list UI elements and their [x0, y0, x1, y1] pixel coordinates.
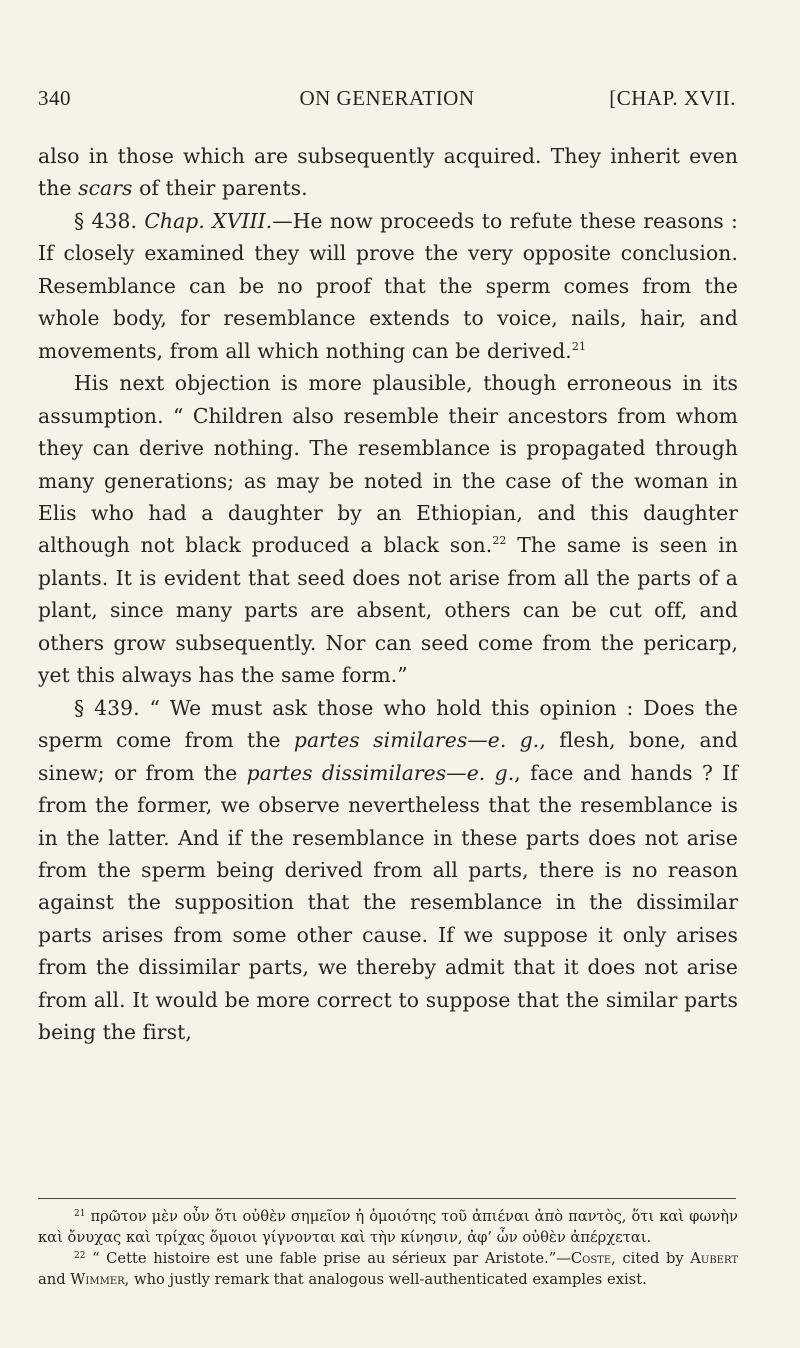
body-text: [38, 140, 738, 1049]
footnotes: [38, 1206, 738, 1290]
abbrev-eg: e. g.: [487, 728, 540, 753]
running-header: [38, 86, 736, 116]
abbrev-eg: e. g.: [466, 760, 515, 785]
running-title: ON GENERATION: [299, 86, 475, 110]
paragraph: also in those which are subsequently acquired. They inherit even the scars of their parents.: [38, 144, 738, 201]
footnote-mark: 21: [74, 1209, 86, 1219]
section-mark: § 438.: [74, 208, 145, 233]
page-number: 340: [38, 86, 71, 110]
footnote-divider: [38, 1198, 736, 1199]
emphasis-scars: scars: [78, 176, 133, 201]
author-aubert: Aubert: [690, 1250, 738, 1267]
author-coste: Coste: [570, 1250, 612, 1267]
section-439: § 439. “ We must ask those who hold this opinion : Does the sperm come from the partes similares—e. g., flesh, bone, and sinew; or from the partes dissimilares—e. g., face and hands ? If from the former, we observe nevertheless that the resemblance is in the latter. And if the resemblance in these parts does not arise from the sperm being derived from all parts, there is no reason against the supposition that the resemblance in the dissimilar parts arises from some other cause. If we suppose it only arises from the dissimilar parts, we thereby admit that it does not arise from all. It would be more correct to suppose that the similar parts being the first,: [38, 695, 738, 1045]
term-partes-similares: partes similares: [293, 728, 468, 753]
chapter-reference: Chap. XVIII.: [144, 208, 273, 233]
section-438: § 438. Chap. XVIII.—He now proceeds to refute these reasons : If closely examined they will prove the very opposite conclusion. Resemblance can be no proof that the sperm comes from the whole body, for resemblance extends to voice, nails, hair, and movements, from all which nothing can be derived.$^{21}$: [38, 208, 738, 363]
footnote-22: $^{22}$ “ Cette histoire est une fable prise au sérieux par Aristote.”—Coste, cited by Aubert and Wimmer, who justly remark that analogous well-authenticated examples exist.: [38, 1250, 738, 1288]
author-wimmer: Wimmer: [70, 1271, 125, 1288]
chapter-label: [CHAP. XVII.: [609, 86, 736, 110]
footnote-mark: 22: [74, 1251, 86, 1261]
footnote-ref-22[interactable]: 22: [492, 534, 507, 548]
term-partes-dissimilares: partes dissimilares: [246, 760, 447, 785]
footnote-ref-21[interactable]: 21: [571, 339, 587, 353]
footnote-21: [38, 1206, 738, 1248]
footnote-greek-text: πρῶτον μὲν οὖν ὅτι οὐθὲν σημεῖον ἡ ὁμοιότης τοῦ ἀπιέναι ἀπὸ παντὸς, ὅτι καὶ φωνὴν καὶ ὄνυχας καὶ τρίχας ὅμοιοι γίγνονται καὶ τὴν κίνησιν, ἀφ’ ὧν οὐθὲν ἀπέρχεται.: [38, 1208, 738, 1246]
paragraph: His next objection is more plausible, though erroneous in its assumption. “ Children also resemble their ancestors from whom they can derive nothing. The resemblance is propagated through many generations; as may be noted in the case of the woman in Elis who had a daughter by an Ethiopian, and this daughter although not black produced a black son.$^{22}$ The same is seen in plants. It is evident that seed does not arise from all the parts of a plant, since many parts are absent, others can be cut off, and others grow subsequently. Nor can seed come from the pericarp, yet this always has the same form.”: [38, 371, 739, 688]
